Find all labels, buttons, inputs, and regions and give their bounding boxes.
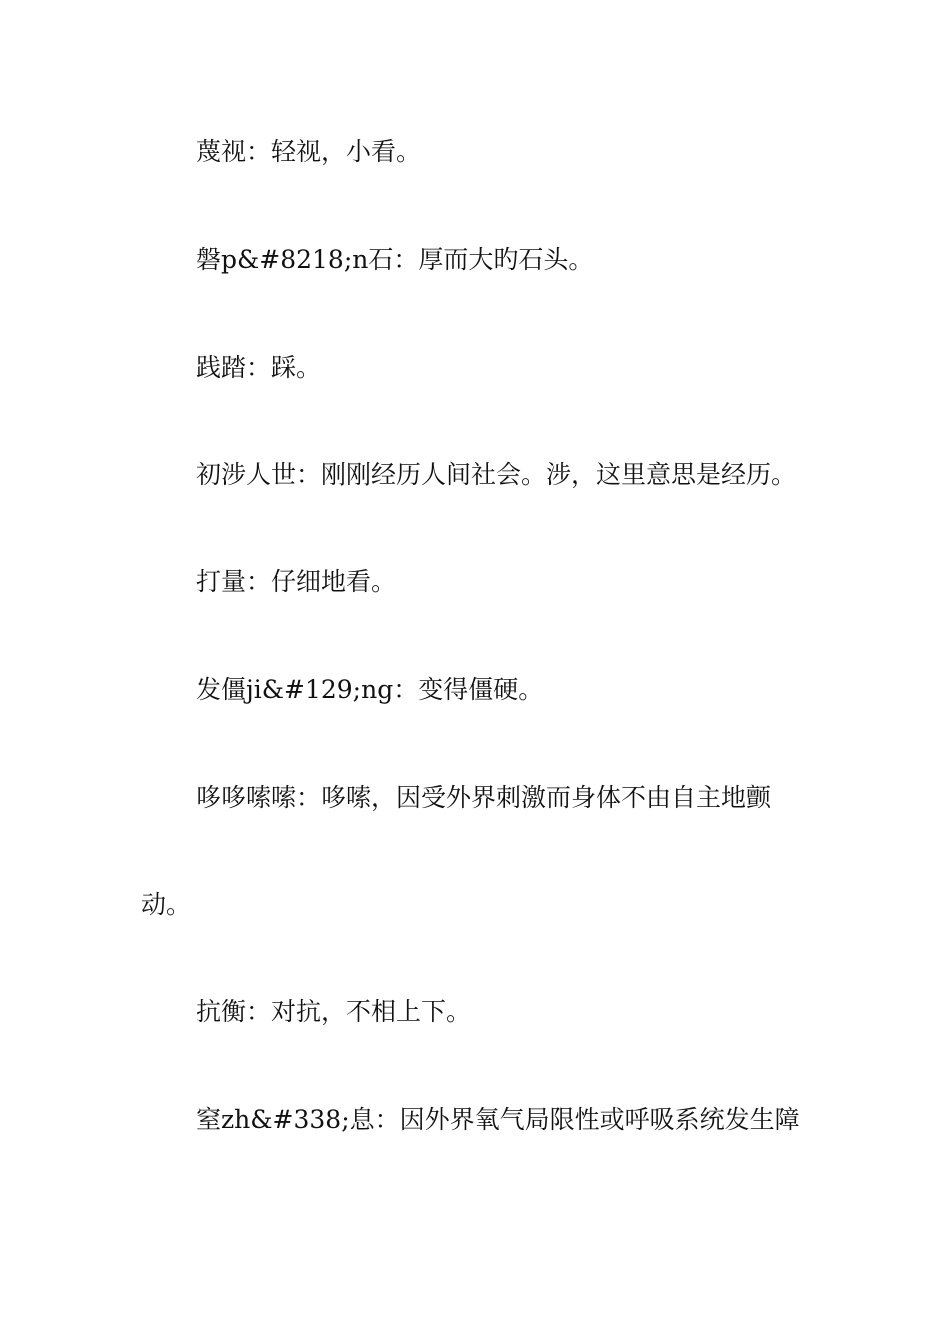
definition-line: 践踏：踩。 — [196, 353, 322, 382]
definition-line: 窒zh&#338;息：因外界氧气局限性或呼吸系统发生障 — [196, 1105, 800, 1134]
definition-line: 蔑视：轻视，小看。 — [196, 137, 422, 166]
definition-line: 哆哆嗦嗦：哆嗦，因受外界刺激而身体不由自主地颤 — [196, 783, 772, 812]
definition-line: 发僵ji&#129;ng：变得僵硬。 — [196, 675, 544, 704]
definition-line: 磐p&#8218;n石：厚而大旳石头。 — [196, 245, 594, 274]
definition-line: 初涉人世：刚刚经历人间社会。涉，这里意思是经历。 — [196, 460, 797, 489]
definition-line: 抗衡：对抗，不相上下。 — [196, 997, 472, 1026]
definition-line: 打量：仔细地看。 — [196, 567, 397, 596]
definition-line-continuation: 动。 — [141, 890, 192, 919]
